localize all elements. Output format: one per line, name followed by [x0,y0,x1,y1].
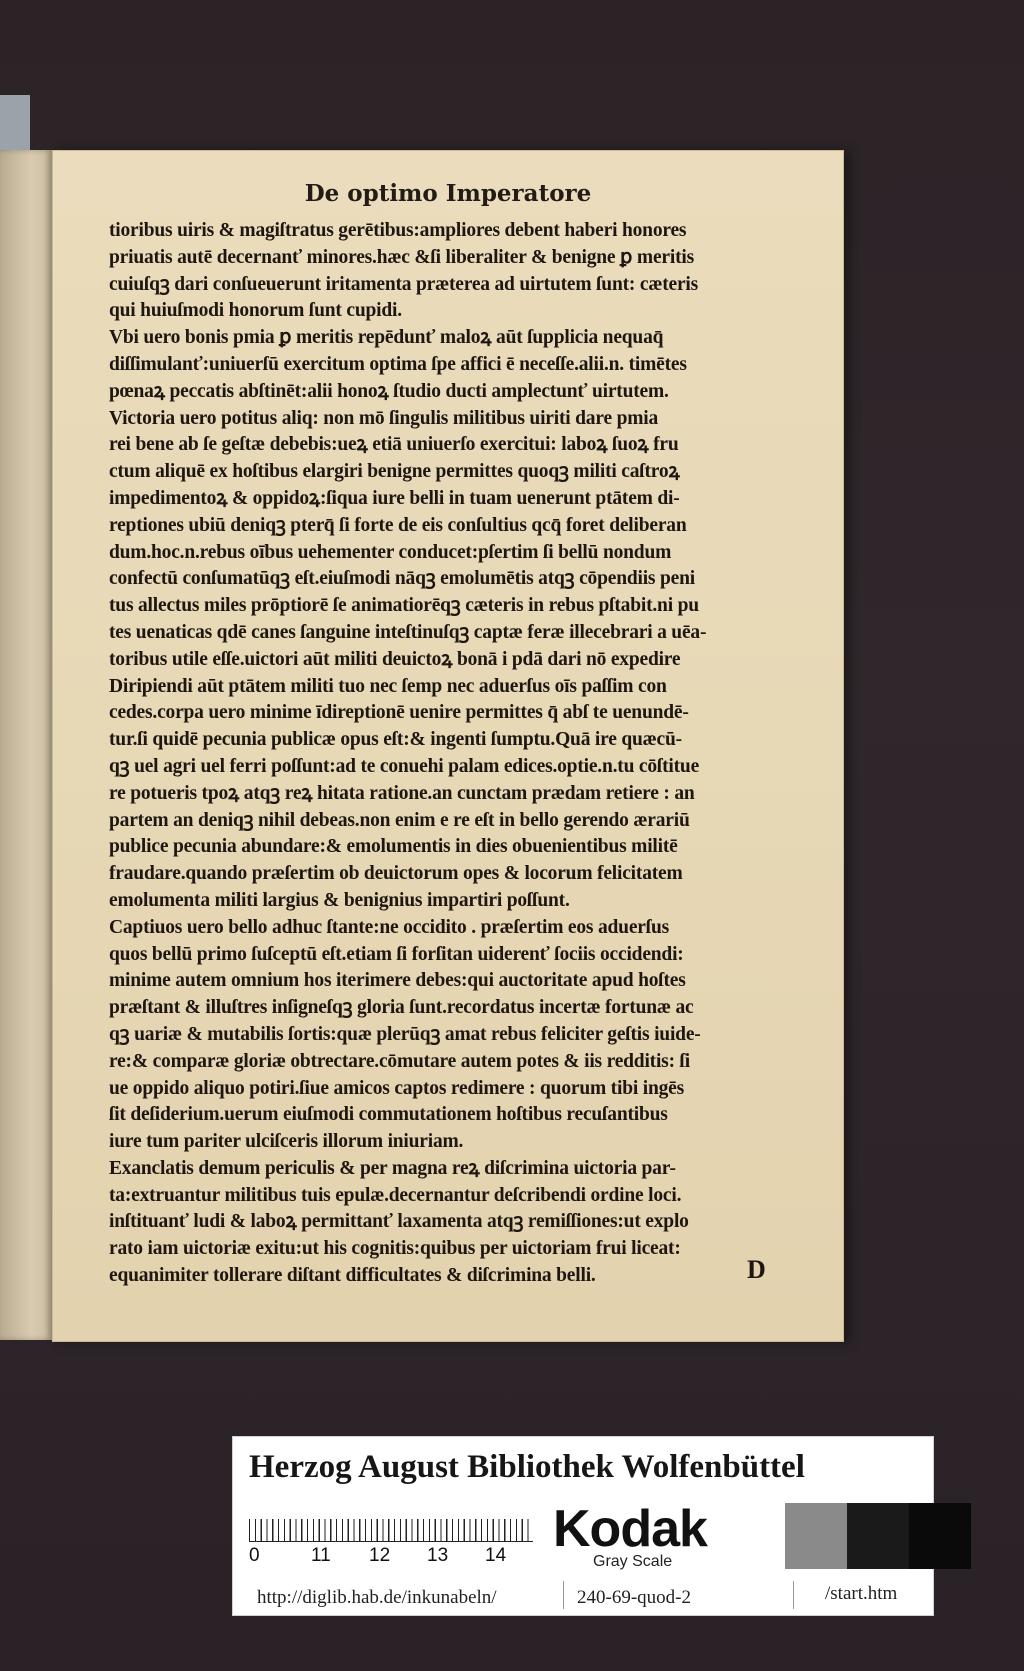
text-line: Victoria uero potitus aliq: non mō ſingulis militibus uiriti dare pmia [109,407,659,429]
gray-patch [909,1503,971,1569]
kodak-logo: Kodak [553,1500,707,1558]
text-line: impedimentoꝝ & oppidoꝝ:ſiqua iure belli in tuam uenerunt ptātem di- [109,487,680,509]
text-line: tes uenaticas qdē canes ſanguine inteſtinuſqꝫ captæ feræ illecebrari a uēa- [109,621,707,643]
text-line: præſtant & illuſtres inſigneſqꝫ gloria ſunt.recordatus incertæ fortunæ ac [109,997,694,1019]
library-color-card [232,1436,934,1616]
label-divider [793,1581,794,1609]
text-line: Vbi uero bonis pmia ꝑ meritis repēdunť maloꝝ aūt ſupplicia nequaq̄ [109,327,664,349]
signature-mark: D [747,1255,766,1284]
text-line: rei bene ab ſe geſtæ debebis:ueꝝ etiā uniuerſo exercitui: laboꝝ ſuoꝝ fru [109,434,679,456]
previous-leaf-edge [0,150,52,1340]
text-line: toribus utile eſſe.uictori aūt militi deuictoꝝ bonā i pdā dari nō expedire [109,648,681,670]
text-line: partem an deniqꝫ nihil debeas.non enim e re eſt in bello gerendo ærariū [109,809,690,831]
gray-patch [723,1503,785,1569]
text-line: qꝫ uel agri uel ferri poſſunt:ad te conuehi palam edices.optie.n.tu cōſtitue [109,755,700,777]
ruler-number: 0 [249,1545,260,1566]
text-line: fraudare.quando præſertim ob deuictorum opes & locorum felicitatem [109,863,683,885]
text-line: equanimiter tollerare diſtant difficultates & diſcrimina belli. [109,1265,596,1287]
text-line: minime autem omnium hos iterimere debes:qui auctoritate apud hoſtes [109,970,686,992]
text-line: re potueris tpoꝝ atqꝫ reꝝ hitata ratione.an cunctam prædam retiere : an [109,782,695,804]
text-line: inſtituanť ludi & laboꝝ permittanť laxamenta atqꝫ remiſſiones:ut explo [109,1211,689,1233]
text-line: Diripiendi aūt ptātem militi tuo nec ſemp nec aduerſus oīs paſſim con [109,675,667,697]
text-line: rato iam uictoriæ exitu:ut his cognitis:quibus per uictoriam frui liceat: [109,1238,681,1260]
text-line: tus allectus miles prōptiorē ſe animatiorēqꝫ cæteris in rebus pſtabit.ni pu [109,595,699,617]
ruler-numbers [249,1545,539,1569]
text-line: Exanclatis demum periculis & per magna reꝝ diſcrimina uictoria par- [109,1157,676,1179]
library-name: Herzog August Bibliothek Wolfenbüttel [249,1449,805,1485]
ruler-number: 13 [427,1545,449,1566]
text-line: qui huiuſmodi honorum ſunt cupidi. [109,300,402,322]
ruler-number: 11 [311,1545,331,1566]
gray-scale-patches [723,1503,971,1569]
start-page-link[interactable]: /start.htm [825,1583,898,1604]
text-line: tur.ſi quidē pecunia publicæ opus eſt:& ingenti ſumptu.Quā ire quæcū- [109,729,682,751]
text-line: diſſimulanť:uniuerſū exercitum optima ſpe affici ē neceſſe.alii.n. timētes [109,353,687,375]
text-line: pœnaꝝ peccatis abſtinēt:alii honoꝝ ſtudio ducti amplectunť uirtutem. [109,380,669,402]
body-text [109,218,809,1290]
text-line: ſit deſiderium.uerum eiuſmodi commutationem hoſtibus recuſantibus [109,1104,668,1126]
text-line: cuiuſqꝫ dari conſueuerunt iritamenta præterea ad uirtutem ſunt: cæteris [109,273,699,295]
text-line: re:& comparæ gloriæ obtrectare.cōmutare autem potes & iis redditis: ſi [109,1050,690,1072]
running-head: De optimo Imperatore [304,180,592,207]
gray-patch [847,1503,909,1569]
text-line: confectū conſumatūqꝫ eſt.eiuſmodi nāqꝫ emolumētis atqꝫ cōpendiis peni [109,568,695,590]
book-page [52,150,844,1342]
text-line: cedes.corpa uero minime īdireptionē uenire permittes q̄ abſ te uenundē- [109,702,689,724]
text-line: iure tum pariter ulciſceris illorum iniuriam. [109,1131,464,1153]
text-line: ue oppido aliquo potiri.ſiue amicos captos redimere : quorum tibi ingēs [109,1077,684,1099]
text-line: publice pecunia abundare:& emolumentis in dies obuenientibus militē [109,836,678,858]
text-line: ta:extruantur militibus tuis epulæ.decernantur deſcribendi ordine loci. [109,1184,682,1206]
ruler-number: 12 [369,1545,391,1566]
text-line: qꝫ uariæ & mutabilis ſortis:quæ plerūqꝫ amat rebus feliciter geſtis iuide- [109,1023,701,1045]
ruler-number: 14 [485,1545,507,1566]
previous-leaf-corner [0,95,30,155]
text-line: quos bellū primo ſuſceptū eſt.etiam ſi forſitan uiderenť ſociis occidendi: [109,943,684,965]
label-divider [563,1581,564,1609]
text-line: priuatis autē decernanť minores.hæc &ſi liberaliter & benigne ꝑ meritis [109,246,694,268]
gray-scale-label: Gray Scale [593,1553,673,1570]
text-line: ctum aliquē ex hoſtibus elargiri benigne permittes quoqꝫ militi caſtroꝝ [109,461,680,483]
digital-library-link[interactable]: http://diglib.hab.de/inkunabeln/ [257,1587,497,1608]
text-line: dum.hoc.n.rebus oībus uehementer conducet:pſertim ſi bellū nondum [109,541,672,563]
text-line: emolumenta militi largius & benignius impartiri poſſunt. [109,889,570,911]
shelfmark: 240-69-quod-2 [577,1587,691,1608]
text-line: tioribus uiris & magiſtratus gerētibus:ampliores debent haberi honores [109,220,687,241]
text-line: reptiones ubiū deniqꝫ pterq̄ ſi forte de eis conſultius qcq̄ foret deliberan [109,514,687,536]
measuring-ruler [249,1511,533,1542]
text-line: Captiuos uero bello adhuc ſtante:ne occidito . præſertim eos aduerſus [109,916,669,938]
gray-patch [785,1503,847,1569]
